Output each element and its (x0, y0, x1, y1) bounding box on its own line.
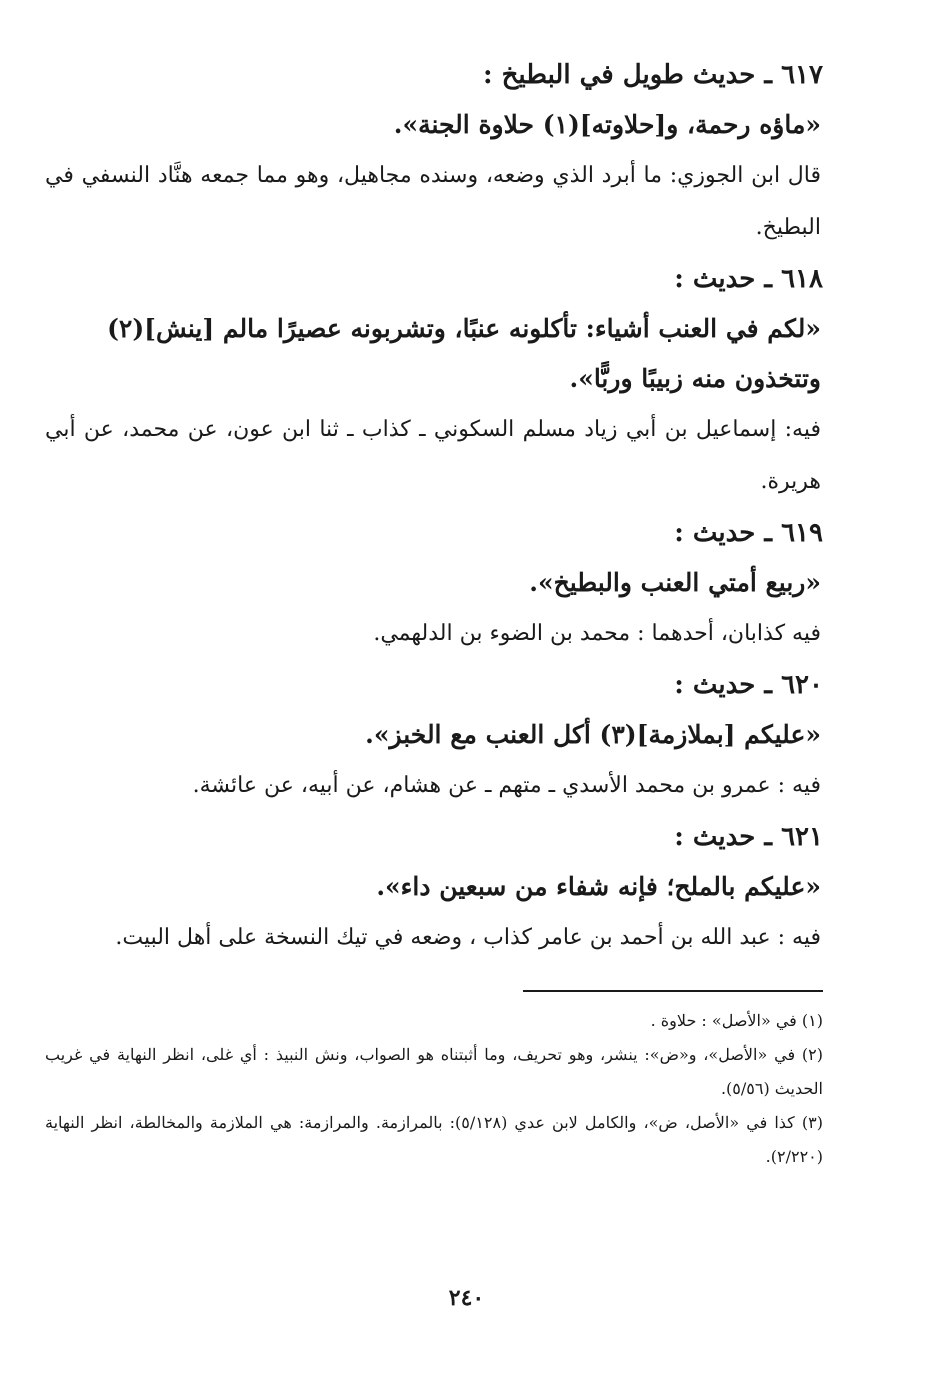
entry-heading: ٦١٧ ـ حديث طويل في البطيخ : (482, 60, 823, 90)
commentary-text: فيه : عبد الله بن أحمد بن عامر كذاب ، وضعه في تيك النسخة على أهل البيت. (115, 925, 821, 950)
hadith-text: «ماؤه رحمة، و[حلاوته](١) حلاوة الجنة». (393, 110, 821, 139)
hadith-text: «عليكم [بملازمة](٣) أكل العنب مع الخبز». (365, 720, 821, 749)
footnotes (45, 1004, 823, 1174)
commentary-text: فيه: إسماعيل بن أبي زياد مسلم السكوني ـ كذاب ـ ثنا ابن عون، عن محمد، عن أبي هريرة. (45, 417, 821, 494)
entry-621 (45, 812, 823, 964)
commentary-text: فيه : عمرو بن محمد الأسدي ـ متهم ـ عن هشام، عن أبيه، عن عائشة. (192, 773, 821, 798)
entry-620 (45, 660, 823, 812)
commentary-text: قال ابن الجوزي: ما أبرد الذي وضعه، وسنده مجاهيل، وهو مما جمعه هنَّاد النسفي في البطيخ. (45, 163, 821, 240)
entry-617 (45, 50, 823, 254)
hadith-text: «لكم في العنب أشياء: تأكلونه عنبًا، وتشربونه عصيرًا مالم [ينش](٢) وتتخذون منه زبيبًا وربًّا». (107, 314, 821, 393)
hadith-text: «ربيع أمتي العنب والبطيخ». (529, 568, 821, 597)
entry-heading: ٦١٨ ـ حديث : (674, 264, 823, 294)
footnote-3: (٣) كذا في «الأصل، ض»، والكامل لابن عدي (٥/١٢٨): بالمرازمة. والمرازمة: هي الملازمة والمخالطة، انظر النهاية (٢/٢٢٠). (45, 1113, 824, 1166)
footnote-1: (١) في «الأصل» : حلاوة . (650, 1011, 823, 1030)
entry-heading: ٦٢٠ ـ حديث : (674, 670, 823, 700)
hadith-text: «عليكم بالملح؛ فإنه شفاء من سبعين داء». (376, 872, 821, 901)
commentary-text: فيه كذابان، أحدهما : محمد بن الضوء بن الدلهمي. (373, 621, 821, 646)
entry-619 (45, 508, 823, 660)
footnote-2: (٢) في «الأصل»، و«ض»: ينشر، وهو تحريف، وما أثبتناه هو الصواب، ونش النبيذ : أي غلى، انظر النهاية في غريب الحديث (٥/٥٦). (45, 1045, 823, 1098)
footnote-separator (523, 990, 823, 992)
footnote-separator-wrap (45, 964, 823, 1004)
entry-heading: ٦٢١ ـ حديث : (674, 822, 823, 852)
entry-618 (45, 254, 823, 508)
page-number: ٢٤٠ (448, 1285, 485, 1311)
entry-heading: ٦١٩ ـ حديث : (674, 518, 823, 548)
